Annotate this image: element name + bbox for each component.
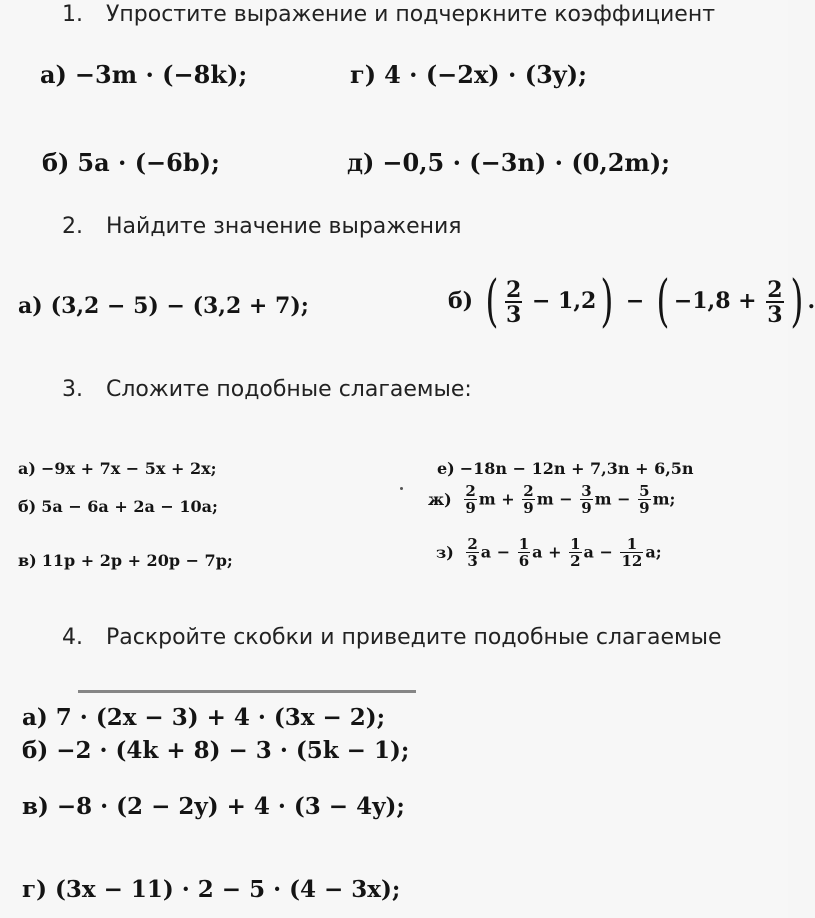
fraction: $\frac{2}{9}$ (465, 482, 476, 517)
task-4-number: 4. (62, 625, 83, 650)
task-3-item-v-expr: 11p + 2p + 20p − 7p; (41, 551, 233, 570)
task-3-heading (62, 377, 472, 402)
task-2-fraction-1: $\frac{2}{3}$ (505, 276, 522, 328)
task-3-number: 3. (62, 377, 83, 402)
task-3-item-e: е) −18n − 12n + 7,3n + 6,5n (437, 459, 694, 478)
task-4-item-v-expr: −8 · (2 − 2y) + 4 · (3 − 4y); (56, 793, 405, 820)
task-2-number: 2. (62, 214, 83, 239)
task-1-item-a: а) −3m · (−8k); (40, 60, 248, 89)
fraction: $\frac{1}{6}$ (518, 535, 530, 570)
task-4-item-b: б) −2 · (4k + 8) − 3 · (5k − 1); (22, 737, 410, 764)
task-3-item-b-expr: 5a − 6a + 2a − 10a; (41, 497, 218, 516)
task-4-item-a: а) 7 · (2x − 3) + 4 · (3x − 2); (22, 704, 386, 731)
task-2-fraction-2: $\frac{2}{3}$ (767, 276, 783, 328)
fraction: $\frac{2}{3}$ (467, 535, 478, 570)
task-3-item-a-expr: −9x + 7x − 5x + 2x; (40, 459, 217, 478)
task-1-item-b-expr: 5a · (−6b); (77, 148, 220, 177)
fraction: $\frac{1}{12}$ (621, 535, 643, 570)
task-1-title: Упростите выражение и подчеркните коэффициент (106, 2, 716, 27)
task-3-title: Сложите подобные слагаемые: (106, 377, 472, 402)
task-3-item-v: в) 11p + 2p + 20p − 7p; (18, 551, 233, 570)
task-3-item-a: а) −9x + 7x − 5x + 2x; (18, 459, 217, 478)
task-1-item-b: б) 5a · (−6b); (42, 148, 220, 177)
task-3-item-e-expr: −18n − 12n + 7,3n + 6,5n (459, 459, 694, 478)
task-3-item-zh: ж) $\frac{2}{9}$ m + $\frac{2}{9}$ m − $\frac{3}{9}$ m − $\frac{5}{9}$ m; (428, 482, 676, 517)
task-1-number: 1. (62, 2, 83, 27)
scan-speck (400, 487, 403, 490)
task-4-item-g-expr: (3x − 11) · 2 − 5 · (4 − 3x); (54, 876, 401, 903)
task-4-item-b-expr: −2 · (4k + 8) − 3 · (5k − 1); (56, 737, 410, 764)
task-1-item-a-expr: −3m · (−8k); (74, 60, 248, 89)
task-1-item-g-expr: 4 · (−2x) · (3y); (384, 60, 587, 89)
task-4-title: Раскройте скобки и приведите подобные слагаемые (106, 625, 722, 650)
task-2-item-a-expr: (3,2 − 5) − (3,2 + 7); (50, 293, 309, 319)
fraction: $\frac{1}{2}$ (570, 535, 581, 570)
task-4-heading (62, 625, 722, 650)
fraction: $\frac{2}{9}$ (523, 482, 534, 517)
task-2-item-b: б) ( $\frac{2}{3}$ − 1,2) − ( −1,8 + $\frac{2}{3}$ ) . (448, 269, 815, 334)
task-1-item-d: д) −0,5 · (−3n) · (0,2m); (347, 148, 671, 177)
fraction: $\frac{5}{9}$ (639, 482, 650, 517)
cropped-line-remnant (78, 690, 416, 693)
task-4-item-a-expr: 7 · (2x − 3) + 4 · (3x − 2); (55, 704, 386, 731)
task-2-title: Найдите значение выражения (106, 214, 462, 239)
task-1-heading (62, 2, 715, 27)
task-1-item-d-expr: −0,5 · (−3n) · (0,2m); (382, 148, 671, 177)
task-2-heading (62, 214, 462, 239)
task-1-item-g: г) 4 · (−2x) · (3y); (350, 60, 587, 89)
task-4-item-g: г) (3x − 11) · 2 − 5 · (4 − 3x); (22, 876, 401, 903)
fraction: $\frac{3}{9}$ (581, 482, 592, 517)
task-4-item-v: в) −8 · (2 − 2y) + 4 · (3 − 4y); (22, 793, 405, 820)
task-2-item-a: а) (3,2 − 5) − (3,2 + 7); (18, 293, 309, 319)
task-3-item-b: б) 5a − 6a + 2a − 10a; (18, 497, 218, 516)
task-3-item-z: з) $\frac{2}{3}$ a − $\frac{1}{6}$ a + $\frac{1}{2}$ a − $\frac{1}{12}$ a; (436, 535, 662, 570)
